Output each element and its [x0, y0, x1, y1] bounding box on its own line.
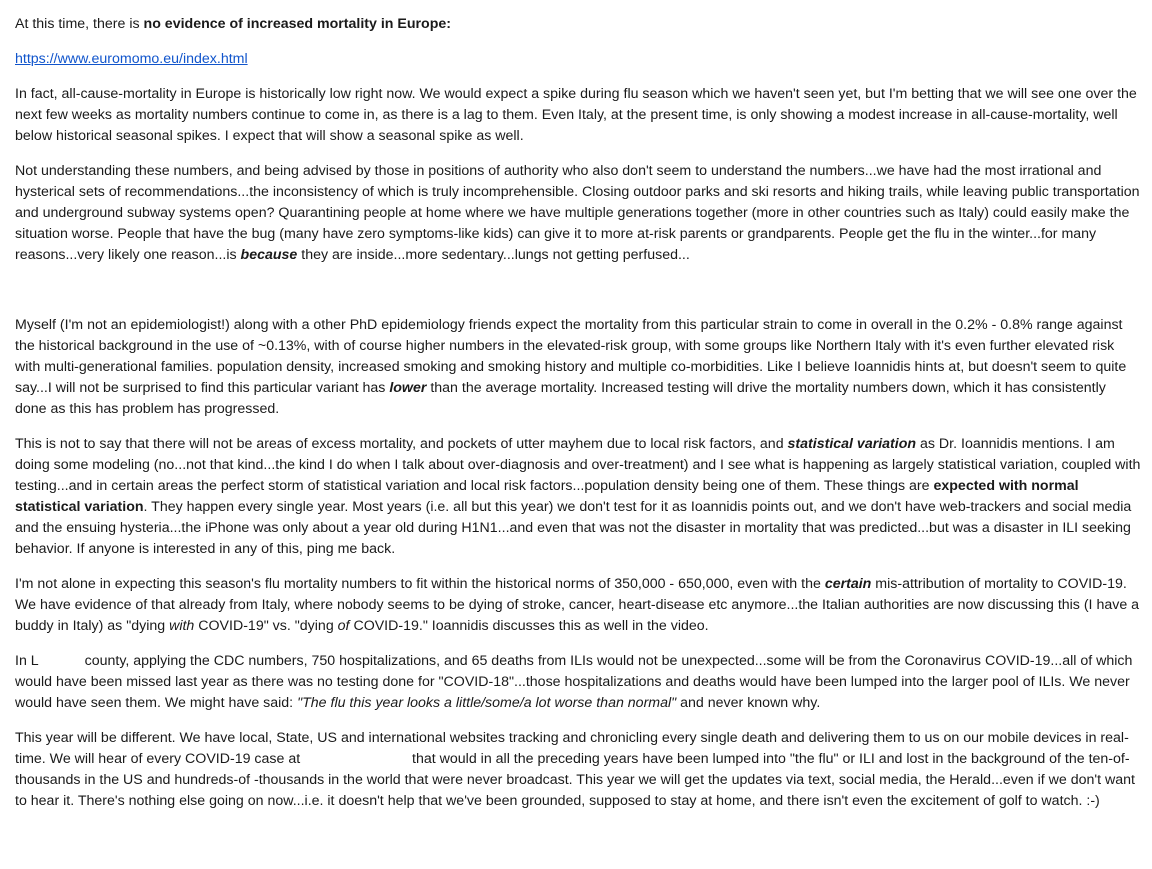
redacted-county-name	[39, 651, 81, 669]
paragraph-intro	[15, 14, 1141, 35]
paragraph-county	[15, 651, 1141, 714]
email-body	[15, 14, 1141, 826]
p3-text-1: Not understanding these numbers, and being advised by those in positions of authority who also don't seem to understand the numbers...we have had the most irrational and hysterical sets of recommendations...the inconsistency of which is truly incomprehensible. Closing outdoor parks and ski resorts and hiking trails, while leaving public transportation and underground subway systems open? Quarantining people at home where we have multiple generations together (more in other countries such as Italy) could easily make the situation worse. People that have the bug (many have zero symptoms-like kids) can give it to more at-risk parents or grandparents. People get the flu in the winter...for many reasons...very likely one reason...is	[15, 163, 1140, 263]
p4-text-2: than the average mortality. Increased testing will drive the mortality numbers down, which it has consistently done as this has problem has progressed.	[15, 380, 1106, 417]
p3-emphasis: because	[240, 247, 298, 263]
p5-emphasis: statistical variation	[787, 436, 917, 452]
p7-text-3: and never known why.	[676, 695, 821, 711]
paragraph-mortality-low: In fact, all-cause-mortality in Europe is historically low right now. We would expect a spike during flu season which we haven't seen yet, but I'm betting that we will see one over the next few weeks as mortality numbers continue to come in, as there is a lag to them. Even Italy, at the present time, is only showing a modest increase in all-cause-mortality, well below historical seasonal spikes. I expect that will show a seasonal spike as well.	[15, 86, 1137, 144]
p7-quote: "The flu this year looks a little/some/a lot worse than normal"	[297, 695, 677, 711]
p6-text-1: I'm not alone in expecting this season's flu mortality numbers to fit within the historical norms of 350,000 - 650,000, even with the	[15, 576, 825, 592]
intro-text: At this time, there is	[15, 16, 144, 32]
intro-bold: no evidence of increased mortality in Europe:	[143, 16, 452, 32]
p4-text-1: Myself (I'm not an epidemiologist!) along with a other PhD epidemiology friends expect the mortality from this particular strain to come in overall in the 0.2% - 0.8% range against the historical background in the use of ~0.13%, with of course higher numbers in the elevated-risk group, with some groups like Northern Italy with it's even further elevated risk with multi-generational families. population density, increased smoking and smoking history and multiple co-morbidities. Like I believe Ioannidis hints at, but doesn't seem to quite say...I will not be surprised to find this particular variant has	[15, 317, 1127, 396]
p6-text-4: COVID-19." Ioannidis discusses this as well in the video.	[349, 618, 709, 634]
p6-italic-of: of	[337, 618, 350, 634]
p6-text-3: COVID-19" vs. "dying	[194, 618, 338, 634]
paragraph-recommendations	[15, 161, 1141, 266]
p5-bold: expected with normal statistical variation	[15, 478, 1079, 515]
p6-italic-with: with	[169, 618, 195, 634]
p4-emphasis: lower	[389, 380, 427, 396]
paragraph-link	[15, 49, 1141, 70]
p7-text-1: In L	[15, 653, 39, 669]
p5-text-1: This is not to say that there will not be areas of excess mortality, and pockets of utter mayhem due to local risk factors, and	[15, 436, 788, 452]
p3-text-2: they are inside...more sedentary...lungs not getting perfused...	[297, 247, 690, 263]
paragraph-mortality-estimate	[15, 315, 1141, 420]
redacted-location-name	[304, 749, 408, 767]
euromomo-link[interactable]: https://www.euromomo.eu/index.html	[15, 51, 248, 67]
p8-text-1: This year will be different. We have local, State, US and international websites tracking and chronicling every single death and delivering them to us on our mobile devices in real-time. We will hear of every COVID-19 case at	[15, 730, 1129, 767]
p5-text-3: . They happen every single year. Most years (i.e. all but this year) we don't test for it as Ioannidis points out, and we don't have web-trackers and social media and the ensuing hysteria...the iPhone was only about a year old during H1N1...and even that was not the disaster in mortality that was predicted...but was a disaster in ILI seeking behavior. If anyone is interested in any of this, ping me back.	[15, 499, 1132, 557]
p6-text-2: mis-attribution of mortality to COVID-19. We have evidence of that already from Italy, where nobody seems to be dying of stroke, cancer, heart-disease etc anymore...the Italian authorities are now discussing this (I have a buddy in Italy) as "dying	[15, 576, 1140, 634]
paragraph-this-year	[15, 728, 1141, 812]
p7-text-2: county, applying the CDC numbers, 750 hospitalizations, and 65 deaths from ILIs would not be unexpected...some will be from the Coronavirus COVID-19...all of which would have been missed last year as there was no testing done for "COVID-18"...those hospitalizations and deaths would have been lumped into the larger pool of ILIs. We never would have seen them. We might have said:	[15, 653, 1133, 711]
p5-text-2: as Dr. Ioannidis mentions. I am doing some modeling (no...not that kind...the kind I do when I talk about over-diagnosis and over-treatment) and I see what is happening as largely statistical variation, coupled with testing...and in certain areas the perfect storm of statistical variation and local risk factors...population density being one of them. These things are	[15, 436, 1141, 494]
paragraph-flu-norms	[15, 574, 1141, 637]
p6-emphasis: certain	[824, 576, 872, 592]
p8-text-2: that would in all the preceding years have been lumped into "the flu" or ILI and lost in the background of the ten-of-thousands in the US and hundreds-of -thousands in the world that were never broadcast. This year we will get the updates via text, social media, the Herald...even if we don't want to hear it. There's nothing else going on now...i.e. it doesn't help that we've been grounded, supposed to stay at home, and there isn't even the excitement of golf to watch. :-)	[15, 751, 1135, 809]
paragraph-statistical-variation	[15, 434, 1141, 560]
